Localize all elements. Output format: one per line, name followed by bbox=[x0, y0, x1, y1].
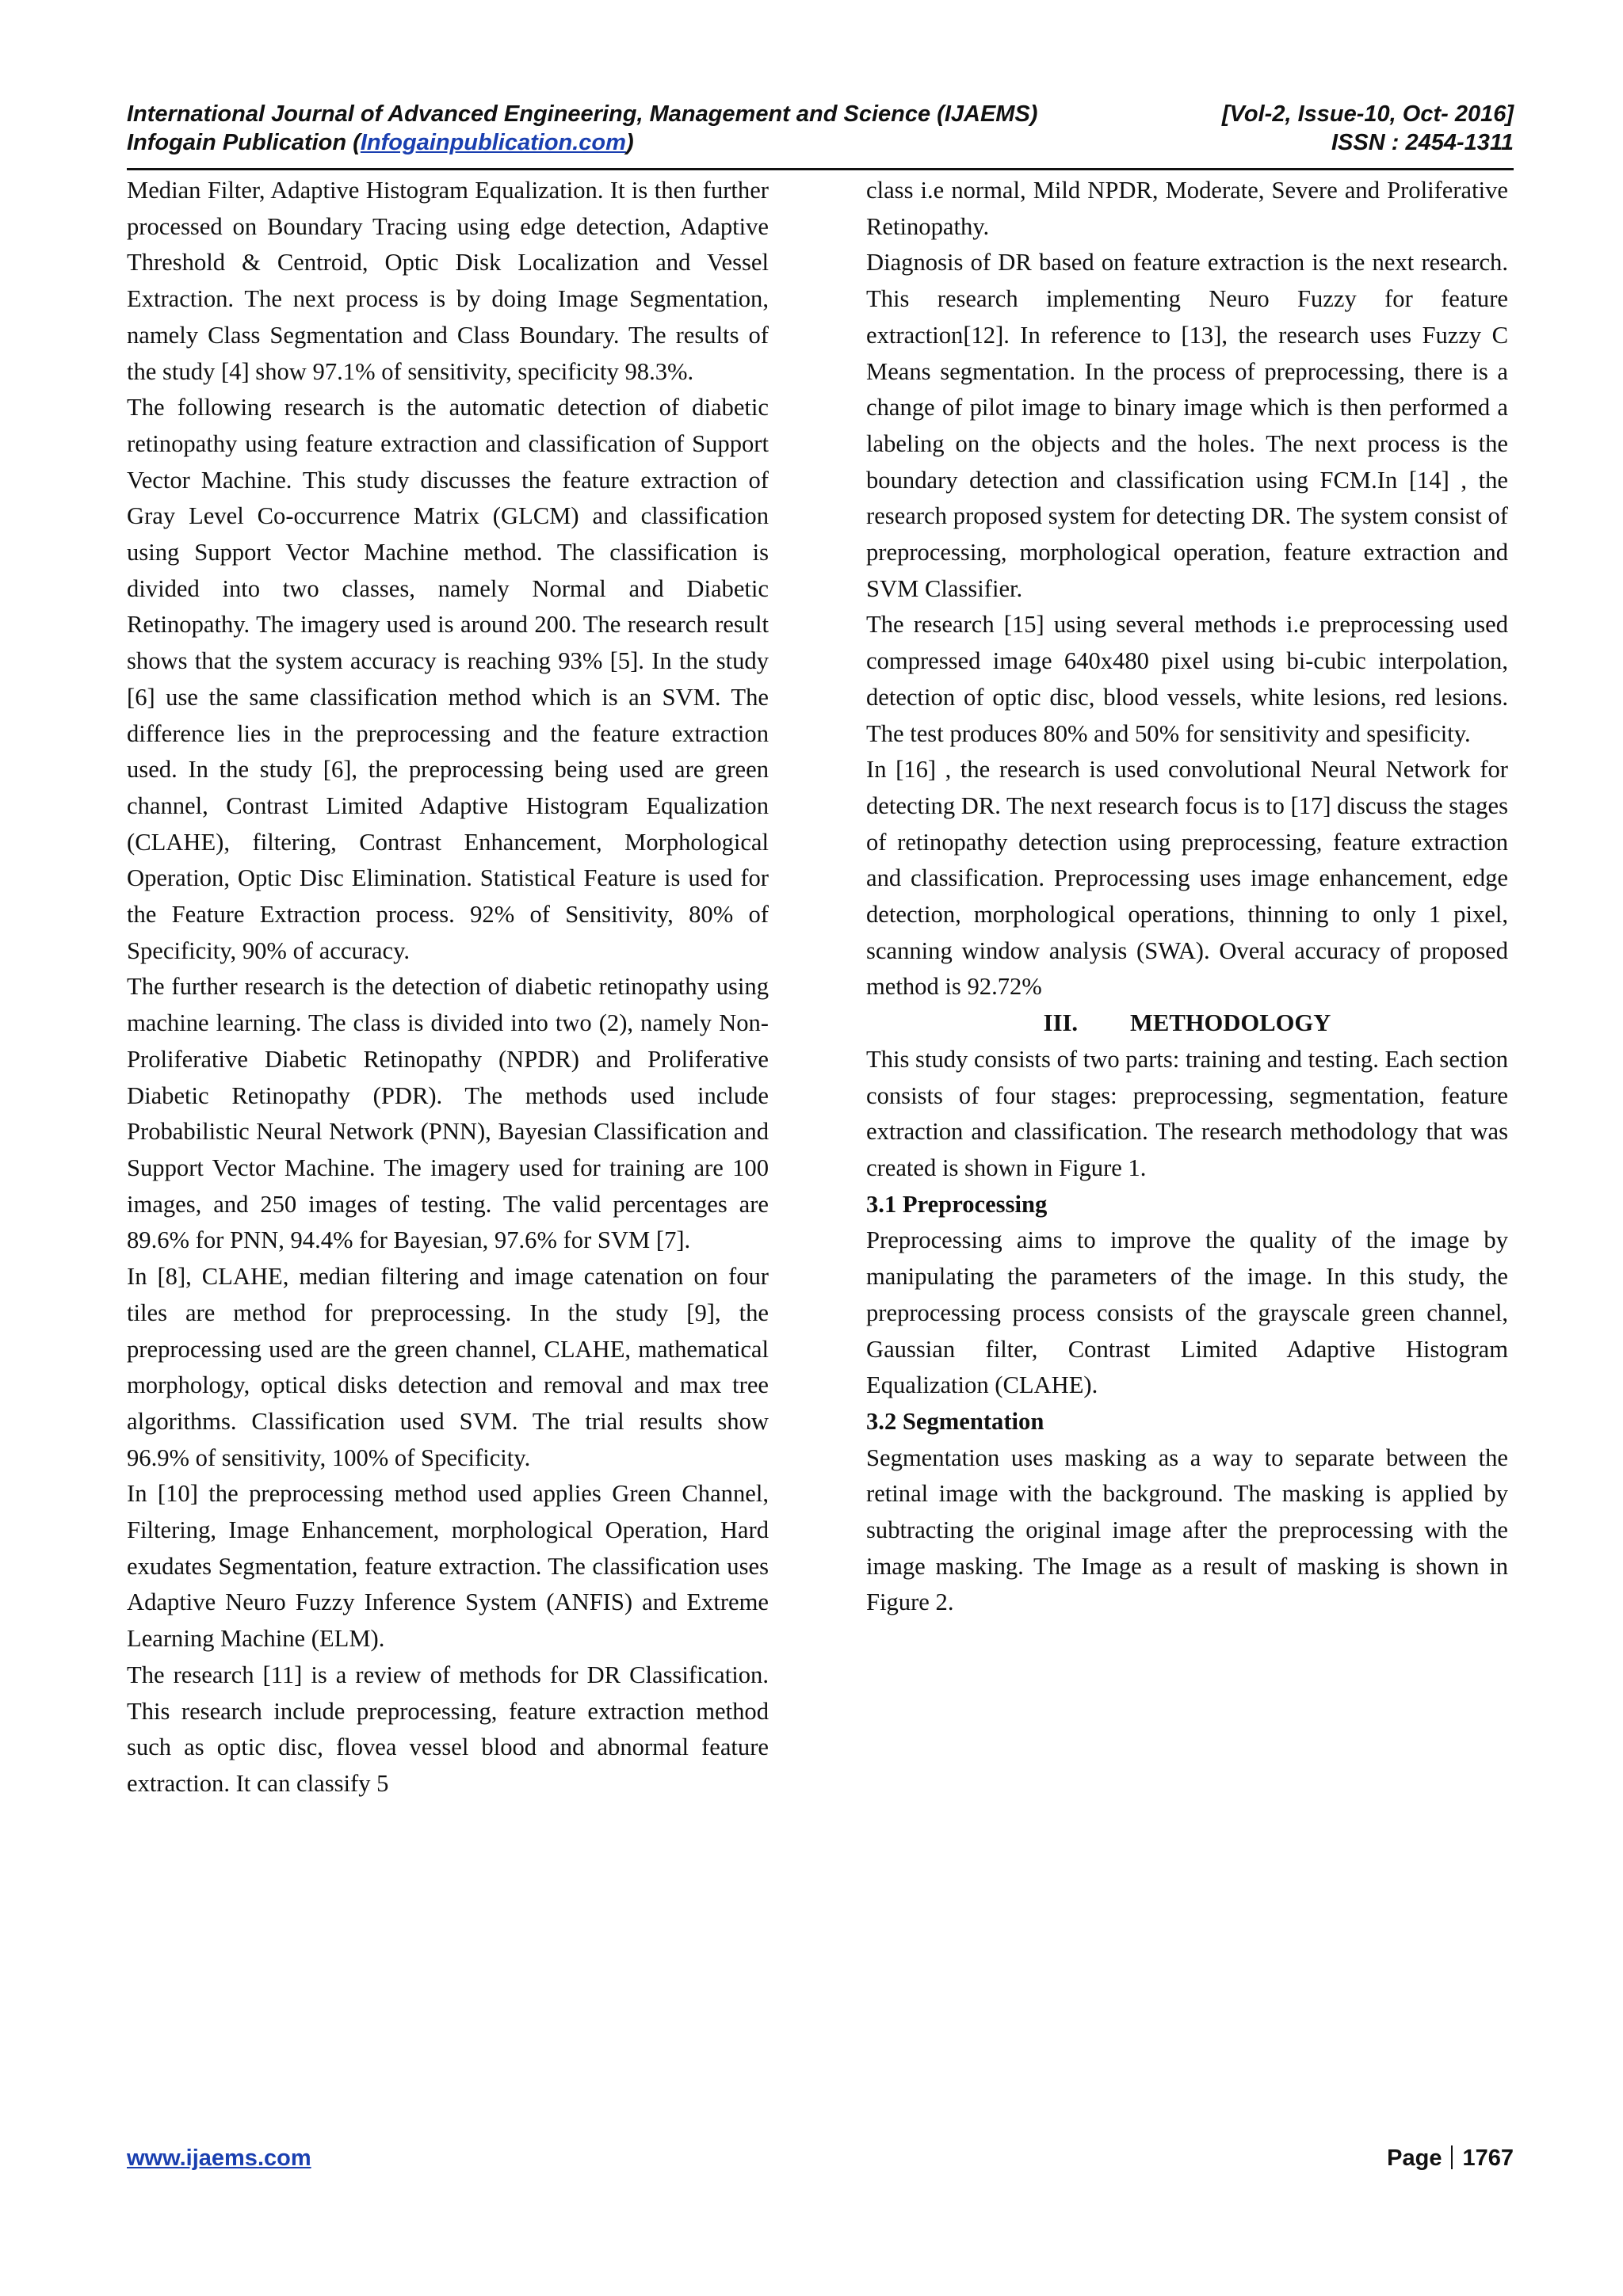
section-title: METHODOLOGY bbox=[1130, 1009, 1331, 1037]
paragraph: Diagnosis of DR based on feature extraction is the next research. This research implementing Neuro Fuzzy for feature extraction[12]. In reference to [13], the research uses Fuzzy C Means segmentation. In the process of preprocessing, there is a change of pilot image to binary image which is then performed a labeling on the objects and the holes. The next process is the boundary detection and classification using FCM.In [14] , the research proposed system for detecting DR. The system consist of preprocessing, morphological operation, feature extraction and SVM Classifier. bbox=[866, 249, 1508, 602]
paragraph: In [10] the preprocessing method used applies Green Channel, Filtering, Image Enhancement, morphological Operation, Hard exudates Segmentation, feature extraction. The classification uses Adaptive Neuro Fuzzy Inference System (ANFIS) and Extreme Learning Machine (ELM). bbox=[127, 1480, 769, 1653]
paragraph: The research [15] using several methods i.e preprocessing used compressed image 640x480 pixel using bi-cubic interpolation, detection of optic disc, blood vessels, white lesions, red lesions. The test produces 80% and 50% for sensitivity and spesificity. bbox=[866, 611, 1508, 747]
paragraph: The following research is the automatic detection of diabetic retinopathy using feature extraction and classification of Support Vector Machine. This study discusses the feature extraction of Gray Level Co-occurrence Matrix (GLCM) and classification using Support Vector Machine method. The classification is divided into two classes, namely Normal and Diabetic Retinopathy. The imagery used is around 200. The research result shows that the system accuracy is reaching 93% [5]. In the study [6] use the same classification method which is an SVM. The difference lies in the preprocessing and the feature extraction used. In the study [6], the preprocessing being used are green channel, Contrast Limited Adaptive Histogram Equalization (CLAHE), filtering, Contrast Enhancement, Morphological Operation, Optic Disc Elimination. Statistical Feature is used for the Feature Extraction process. 92% of Sensitivity, 80% of Specificity, 90% of accuracy. bbox=[127, 394, 769, 964]
section-heading bbox=[866, 1005, 1508, 1042]
paragraph: In [8], CLAHE, median filtering and image catenation on four tiles are method for preprocessing. In the study [9], the preprocessing used are the green channel, CLAHE, mathematical morphology, optical disks detection and removal and max tree algorithms. Classification used SVM. The trial results show 96.9% of sensitivity, 100% of Specificity. bbox=[127, 1263, 769, 1471]
publisher: Infogain Publication (Infogainpublication.com) bbox=[127, 130, 634, 155]
page-footer bbox=[127, 2145, 1514, 2172]
paragraph: This study consists of two parts: training and testing. Each section consists of four stages: preprocessing, segmentation, feature extraction and classification. The research methodology that was created is shown in Figure 1. bbox=[866, 1045, 1508, 1181]
subsection-heading-segmentation: 3.2 Segmentation bbox=[866, 1407, 1044, 1435]
right-column bbox=[866, 173, 1508, 1621]
issn: ISSN : 2454-1311 bbox=[1331, 130, 1514, 155]
page-separator bbox=[1451, 2145, 1453, 2169]
running-header bbox=[127, 100, 1514, 157]
publisher-link[interactable]: Infogainpublication.com bbox=[360, 130, 626, 155]
paragraph: In [16] , the research is used convolutional Neural Network for detecting DR. The next research focus is to [17] discuss the stages of retinopathy detection using preprocessing, feature extraction and classification. Preprocessing uses image enhancement, edge detection, morphological operations, thinning to only 1 pixel, scanning window analysis (SWA). Overal accuracy of proposed method is 92.72% bbox=[866, 756, 1508, 1001]
paragraph: class i.e normal, Mild NPDR, Moderate, Severe and Proliferative Retinopathy. bbox=[866, 177, 1508, 240]
section-number: III. bbox=[1043, 1009, 1079, 1037]
paragraph: Preprocessing aims to improve the quality of the image by manipulating the parameters of the image. In this study, the preprocessing process consists of the grayscale green channel, Gaussian filter, Contrast Limited Adaptive Histogram Equalization (CLAHE). bbox=[866, 1226, 1508, 1399]
left-column bbox=[127, 173, 769, 1802]
journal-title: International Journal of Advanced Engineering, Management and Science (IJAEMS) bbox=[127, 101, 1038, 127]
subsection-heading-preprocessing: 3.1 Preprocessing bbox=[866, 1190, 1048, 1218]
paragraph: Segmentation uses masking as a way to separate between the retinal image with the background. The masking is applied by subtracting the original image after the preprocessing with the image masking. The Image as a result of masking is shown in Figure 2. bbox=[866, 1444, 1508, 1616]
paragraph: The research [11] is a review of methods for DR Classification. This research include preprocessing, feature extraction method such as optic disc, flovea vessel blood and abnormal feature extraction. It can classify 5 bbox=[127, 1661, 769, 1797]
website-link[interactable]: www.ijaems.com bbox=[127, 2145, 311, 2171]
volume-info: [Vol-2, Issue-10, Oct- 2016] bbox=[1221, 101, 1514, 127]
header-rule bbox=[127, 168, 1514, 170]
page-number: Page 1767 bbox=[1387, 2145, 1514, 2171]
paragraph: The further research is the detection of diabetic retinopathy using machine learning. The class is divided into two (2), namely Non-Proliferative Diabetic Retinopathy (NPDR) and Proliferative Diabetic Retinopathy (PDR). The methods used include Probabilistic Neural Network (PNN), Bayesian Classification and Support Vector Machine. The imagery used for training are 100 images, and 250 images of testing. The valid percentages are 89.6% for PNN, 94.4% for Bayesian, 97.6% for SVM [7]. bbox=[127, 973, 769, 1254]
paragraph: Median Filter, Adaptive Histogram Equalization. It is then further processed on Boundary Tracing using edge detection, Adaptive Threshold & Centroid, Optic Disk Localization and Vessel Extraction. The next process is by doing Image Segmentation, namely Class Segmentation and Class Boundary. The results of the study [4] show 97.1% of sensitivity, specificity 98.3%. bbox=[127, 177, 769, 385]
